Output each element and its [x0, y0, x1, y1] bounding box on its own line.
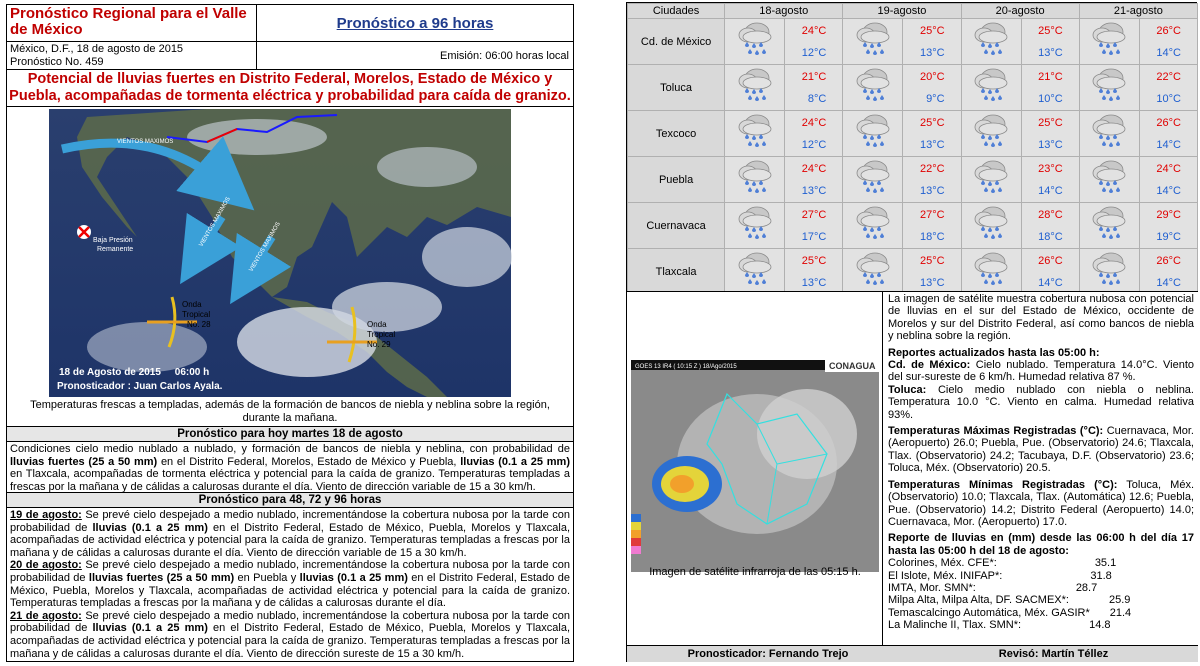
today-p1: Condiciones cielo medio nublado a nublado, y formación de bancos de niebla y neblina, con probabilidad de — [10, 443, 570, 455]
map-label-vientos-3: VIENTOS MAXIMOS — [248, 221, 282, 273]
day-20-b1: lluvias fuertes (25 a 50 mm) — [88, 571, 235, 584]
min-temp: 14°C — [1156, 46, 1181, 59]
min-temp: 19°C — [1156, 230, 1181, 243]
rain-report-item — [888, 557, 1194, 569]
forecast-range-title: Pronóstico a 96 horas — [336, 14, 494, 32]
max-temp: 27°C — [801, 208, 827, 221]
rain-station: Temascalcingo Automática, Méx. GASIR* — [888, 606, 1090, 619]
temperature-cell — [1139, 65, 1197, 111]
temperature-cell — [1139, 249, 1197, 295]
map-label-onda29-a: Onda — [367, 320, 387, 329]
rain-cloud-icon — [1079, 203, 1139, 249]
rain-cloud-icon — [843, 19, 903, 65]
rain-value: 35.1 — [1094, 557, 1117, 570]
day-19-p1: Se prevé cielo despejado a medio nublado, incrementándose la cobertura nubosa por la tarde con probabilidad de — [10, 509, 570, 534]
map-label-onda28-c: No. 28 — [187, 320, 211, 329]
min-temp: 18°C — [1038, 230, 1063, 243]
city-forecast-panel — [626, 2, 1197, 662]
extended-text — [7, 508, 573, 661]
rain-report-heading: Reporte de lluvias en (mm) desde las 06:00 h del día 17 hasta las 05:00 h del 18 de agosto: — [888, 532, 1194, 557]
meta-left — [7, 42, 257, 69]
max-temp: 20°C — [919, 70, 945, 83]
map-label-vientos-1: VIENTOS MAXIMOS — [117, 139, 174, 145]
max-temp: 26°C — [1156, 116, 1181, 129]
max-temp: 22°C — [919, 162, 945, 175]
rain-station: La Malinche II, Tlax. SMN*: — [888, 619, 1022, 632]
rain-cloud-icon — [725, 111, 785, 157]
max-temp: 24°C — [1156, 162, 1181, 175]
rain-cloud-icon — [961, 157, 1021, 203]
temperature-cell — [1139, 111, 1197, 157]
day-21-p2: en el Distrito Federal, Estado de México, Puebla, Morelos y Tlaxcala, acompañadas de actividad eléctrica y potencial para la caída de granizo. Temperaturas templadas a frescas por la mañana y de cálidas a calurosas durante el día. Viento de dirección sureste de 15 a 30 km/h. — [10, 622, 571, 660]
meta-row — [7, 42, 573, 70]
reports-text — [884, 292, 1198, 646]
conagua-logo: CONAGUA — [829, 361, 876, 371]
temperature-cell — [1139, 19, 1197, 65]
map-label-onda29-b: Tropical — [367, 330, 396, 339]
rain-report-item — [888, 582, 1194, 594]
today-p2: en el Distrito Federal, Morelos, Estado de México y Puebla, — [157, 455, 461, 468]
today-b2: lluvias (0.1 a 25 mm) — [460, 455, 571, 468]
rain-report-item — [888, 619, 1194, 631]
temperature-cell — [903, 111, 961, 157]
headline: Potencial de lluvias fuertes en Distrito Federal, Morelos, Estado de México y Puebla, acompañadas de tormenta eléctrica y probabilidad para caída de granizo. — [7, 70, 573, 107]
rain-cloud-icon — [961, 203, 1021, 249]
rain-cloud-icon — [1079, 249, 1139, 295]
col-header-day-4: 21-agosto — [1079, 4, 1197, 19]
city-name: Tlaxcala — [628, 249, 725, 295]
rain-report-list — [888, 557, 1194, 631]
rain-cloud-icon — [1079, 157, 1139, 203]
col-header-day-2: 19-agosto — [843, 4, 961, 19]
map-label-baja-presion: Baja Presión — [93, 237, 133, 244]
day-19-forecast — [10, 509, 570, 559]
min-temp: 13°C — [919, 46, 945, 59]
day-19-b1: lluvias (0.1 a 25 mm) — [92, 521, 208, 534]
max-temps-text: Cuernavaca, Mor. (Aeropuerto) 26.0; Puebla, Pue. (Observatorio) 24.6; Tlaxcala, Tlax. (Observatorio) 24.2; Tacubaya, D.F. (Observatorio) 23.6; Toluca, Méx. (Observatorio) 20.5. — [888, 425, 1194, 475]
rain-cloud-icon — [725, 19, 785, 65]
max-temp: 25°C — [1038, 24, 1063, 37]
max-temp: 24°C — [801, 116, 827, 129]
reviewer-name: Revisó: Martín Téllez — [998, 648, 1109, 660]
col-header-day-3: 20-agosto — [961, 4, 1079, 19]
observations-section — [627, 291, 1198, 645]
rain-cloud-icon — [1079, 65, 1139, 111]
report-title: Pronóstico Regional para el Valle de México — [7, 5, 257, 41]
min-temp: 14°C — [1038, 276, 1063, 289]
forecast-table — [627, 3, 1198, 295]
rain-cloud-icon — [843, 65, 903, 111]
rain-cloud-icon — [961, 249, 1021, 295]
day-21-label: 21 de agosto: — [10, 609, 82, 622]
forecast-row — [628, 65, 1198, 111]
temperature-cell — [1021, 19, 1079, 65]
max-temp: 25°C — [801, 254, 827, 267]
min-temp: 13°C — [919, 184, 945, 197]
satellite-map — [7, 107, 573, 399]
max-temp: 29°C — [1156, 208, 1181, 221]
min-temps-text: Toluca, Méx. (Observatorio) 10.0; Tlaxcala, Tlax. (Automática) 12.6; Puebla, Pue. (Observatorio) 14.2; Distrito Federal (Aeropuerto) 14.0; Cuernavaca, Mor. (Aeropuerto) 17.0. — [888, 478, 1194, 528]
temperature-cell — [903, 19, 961, 65]
rain-station: Milpa Alta, Milpa Alta, DF. SACMEX*: — [888, 594, 1069, 607]
rain-cloud-icon — [725, 249, 785, 295]
map-forecaster-stamp: Pronosticador : Juan Carlos Ayala. — [57, 381, 223, 392]
min-temp: 12°C — [801, 138, 827, 151]
forecast-row — [628, 249, 1198, 295]
max-temp: 25°C — [919, 254, 945, 267]
extended-heading: Pronóstico para 48, 72 y 96 horas — [7, 493, 573, 508]
rain-station: IMTA, Mor. SMN*: — [888, 581, 976, 594]
temperature-cell — [1021, 157, 1079, 203]
max-temp: 25°C — [919, 116, 945, 129]
max-temp: 21°C — [1038, 70, 1063, 83]
day-21-b1: lluvias (0.1 a 25 mm) — [92, 622, 208, 635]
temperature-cell — [785, 65, 843, 111]
min-temp: 12°C — [801, 46, 827, 59]
satellite-caption: Temperaturas frescas a templadas, además de la formación de bancos de niebla y neblina sobre la región, durante la mañana. — [7, 399, 573, 427]
max-temp: 25°C — [919, 24, 945, 37]
rain-cloud-icon — [961, 65, 1021, 111]
ir-satellite-box — [627, 292, 883, 646]
min-temp: 13°C — [1038, 46, 1063, 59]
day-21-forecast — [10, 610, 570, 660]
min-temp: 10°C — [1038, 92, 1063, 105]
city-name: Cd. de México — [628, 19, 725, 65]
col-header-city: Ciudades — [628, 4, 725, 19]
day-19-label: 19 de agosto: — [10, 509, 82, 521]
forecast-number: Pronóstico No. 459 — [10, 56, 104, 68]
max-temp: 21°C — [801, 70, 827, 83]
temperature-cell — [1021, 111, 1079, 157]
temperature-cell — [903, 249, 961, 295]
map-label-onda28-a: Onda — [182, 300, 202, 309]
max-temp: 25°C — [1038, 116, 1063, 129]
forecast-row — [628, 19, 1198, 65]
min-temp: 14°C — [1038, 184, 1063, 197]
city-name: Toluca — [628, 65, 725, 111]
min-temp: 13°C — [801, 276, 827, 289]
forecast-row — [628, 157, 1198, 203]
temperature-cell — [785, 111, 843, 157]
footer — [627, 645, 1198, 662]
toluca-report-label: Toluca: — [888, 383, 927, 396]
map-label-remanente: Remanente — [97, 246, 134, 253]
rain-cloud-icon — [843, 157, 903, 203]
temperature-cell — [903, 157, 961, 203]
temperature-cell — [785, 249, 843, 295]
rain-value: 25.9 — [1108, 594, 1131, 607]
min-temp: 13°C — [919, 138, 945, 151]
day-20-b2: lluvias (0.1 a 25 mm) — [299, 571, 408, 584]
today-heading: Pronóstico para hoy martes 18 de agosto — [7, 427, 573, 442]
temperature-cell — [903, 203, 961, 249]
rain-station: El Islote, Méx. INIFAP*: — [888, 569, 1003, 582]
rain-cloud-icon — [961, 111, 1021, 157]
day-20-label: 20 de agosto: — [10, 559, 82, 572]
min-temp: 13°C — [801, 184, 827, 197]
rain-cloud-icon — [725, 203, 785, 249]
city-name: Cuernavaca — [628, 203, 725, 249]
ir-caption: Imagen de satélite infrarroja de las 05:15 h. — [649, 566, 861, 578]
map-date-stamp: 18 de Agosto de 2015 06:00 h — [59, 367, 210, 378]
min-temp: 14°C — [1156, 184, 1181, 197]
temperature-cell — [785, 157, 843, 203]
satellite-map-image — [7, 107, 573, 399]
day-21-p1: Se prevé cielo despejado a medio nublado, incrementándose la cobertura nubosa por la tarde con probabilidad de — [10, 609, 570, 635]
temperature-cell — [785, 19, 843, 65]
cdmx-report-label: Cd. de México: — [888, 359, 971, 372]
day-20-forecast — [10, 559, 570, 609]
rain-report-item — [888, 607, 1194, 619]
temperature-cell — [785, 203, 843, 249]
min-temps-label: Temperaturas Mínimas Registradas (°C): — [888, 478, 1118, 491]
rain-cloud-icon — [1079, 19, 1139, 65]
cdmx-report-text: Cielo nublado. Temperatura 14.0°C. Viento del sur-sureste de 6 km/h. Humedad relativa 87 %. — [888, 359, 1195, 384]
forecaster-name: Pronosticador: Fernando Trejo — [687, 648, 849, 660]
city-name: Texcoco — [628, 111, 725, 157]
rain-cloud-icon — [843, 203, 903, 249]
temperature-cell — [1021, 203, 1079, 249]
forecast-row — [628, 203, 1198, 249]
rain-value: 28.7 — [1075, 581, 1098, 594]
map-label-onda29-c: No. 29 — [367, 340, 391, 349]
city-name: Puebla — [628, 157, 725, 203]
rain-station: Colorines, Méx. CFE*: — [888, 557, 997, 570]
max-temp: 24°C — [801, 24, 827, 37]
max-temp: 26°C — [1156, 24, 1181, 37]
forecast-row — [628, 111, 1198, 157]
temperature-cell — [903, 65, 961, 111]
min-temp: 17°C — [801, 230, 827, 243]
max-temp: 24°C — [801, 162, 827, 175]
map-label-vientos-2: VIENTOS MAXIMOS — [198, 196, 232, 248]
col-header-day-1: 18-agosto — [725, 4, 843, 19]
rain-value: 31.8 — [1090, 569, 1112, 582]
regional-forecast-panel — [6, 4, 574, 662]
day-20-p2: en Puebla y — [234, 571, 300, 584]
rain-report-item — [888, 570, 1194, 582]
min-temp: 13°C — [1038, 138, 1063, 151]
temperature-cell — [1021, 249, 1079, 295]
max-temp: 26°C — [1038, 254, 1063, 267]
rain-cloud-icon — [961, 19, 1021, 65]
toluca-report-text: Cielo medio nublado con niebla o neblina. Temperatura 10.0 °C. Viento en calma. Humedad relativa 93%. — [888, 383, 1194, 421]
temperature-cell — [1139, 203, 1197, 249]
rain-cloud-icon — [1079, 111, 1139, 157]
min-temp: 18°C — [919, 230, 945, 243]
min-temp: 10°C — [1156, 92, 1181, 105]
day-20-p3: en el Distrito Federal, Estado de México, Puebla, Morelos y Tlaxcala, acompañadas de actividad eléctrica y potencial para la caída de granizo. Temperaturas templadas a frescas por la mañana y de cálidas a calurosas durante el día. — [10, 571, 570, 610]
max-temp: 27°C — [919, 208, 945, 221]
rain-cloud-icon — [843, 111, 903, 157]
max-temps-label: Temperaturas Máximas Registradas (°C): — [888, 425, 1104, 438]
ir-satellite-image — [627, 354, 883, 644]
low-pressure-marker — [77, 225, 91, 239]
min-temp: 13°C — [919, 276, 945, 289]
rain-cloud-icon — [725, 157, 785, 203]
forecast-table-header — [628, 4, 1198, 19]
max-temp: 22°C — [1156, 70, 1181, 83]
rain-value: 14.8 — [1089, 619, 1111, 632]
reports-intro: La imagen de satélite muestra cobertura nubosa con potencial de lluvias en el sur del Estado de México, occidente de Morelos y sur del Distrito Federal, así como bancos de niebla y neblina sobre la región. — [888, 293, 1194, 343]
emission-time: Emisión: 06:00 horas local — [439, 50, 569, 62]
day-19-p2: en el Distrito Federal, Estado de México, Puebla, Morelos y Tlaxcala, acompañadas de actividad eléctrica y potencial para la caída de granizo. Temperaturas templadas a frescas por la mañana y de cálidas a calurosas durante el día. Viento de dirección variable de 15 a 30 km/h. — [10, 521, 571, 559]
map-label-onda28-b: Tropical — [182, 310, 211, 319]
rain-value: 21.4 — [1109, 606, 1132, 619]
place-date: México, D.F., 18 de agosto de 2015 — [10, 43, 184, 55]
header-row — [7, 5, 573, 42]
temperature-cell — [1139, 157, 1197, 203]
today-p3: en Tlaxcala, acompañadas de tormenta eléctrica y potencial para la caída de granizo. Temperaturas templadas a frescas por la mañana y de cálidas a calurosas durante el día. Viento de dirección variable de 15 a 30 km/h. — [10, 468, 570, 493]
today-text — [7, 442, 573, 493]
rain-cloud-icon — [843, 249, 903, 295]
max-temp: 28°C — [1038, 208, 1063, 221]
rain-report-item — [888, 594, 1194, 606]
rain-cloud-icon — [725, 65, 785, 111]
max-temp: 23°C — [1038, 162, 1063, 175]
min-temp: 9°C — [926, 92, 945, 105]
min-temp: 14°C — [1156, 138, 1181, 151]
max-temp: 26°C — [1156, 254, 1181, 267]
today-b1: lluvias fuertes (25 a 50 mm) — [10, 455, 158, 468]
temperature-cell — [1021, 65, 1079, 111]
day-20-p1: Se prevé cielo despejado a medio nublado, incrementándose la cobertura nubosa por la tarde con probabilidad de — [10, 559, 570, 584]
min-temp: 14°C — [1156, 276, 1181, 289]
updated-heading: Reportes actualizados hasta las 05:00 h: — [888, 346, 1100, 359]
min-temp: 8°C — [807, 92, 827, 105]
ir-header-text: GOES 13 IR4 ( 10:15 Z ) 18/Ago/2015 — [635, 364, 737, 370]
